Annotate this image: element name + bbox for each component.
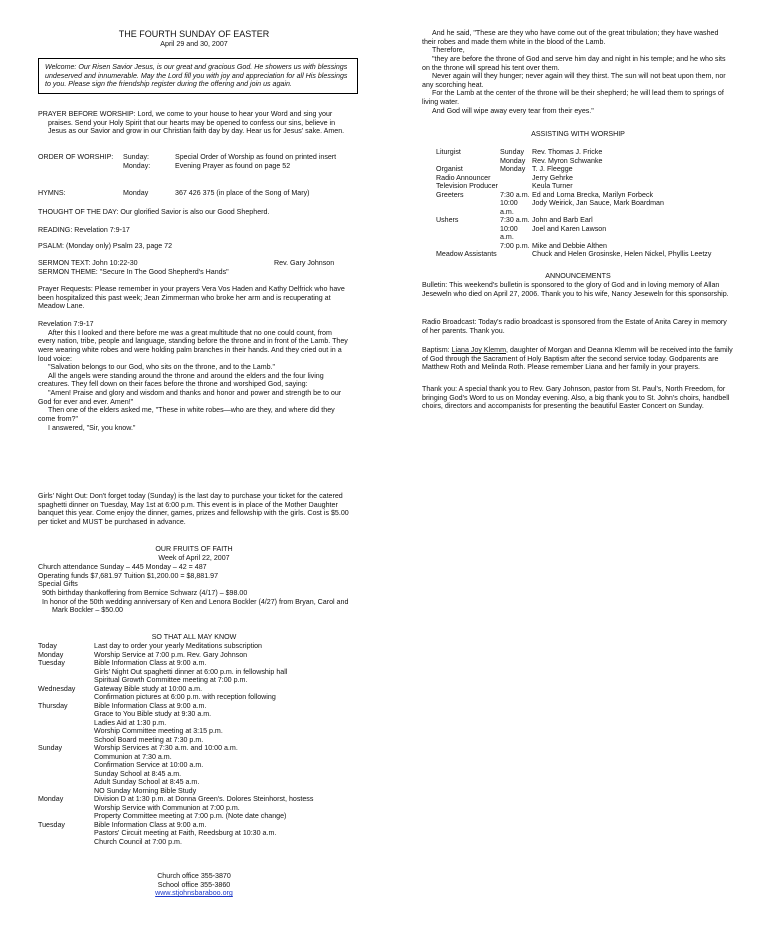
calendar-row bbox=[38, 778, 313, 787]
calendar-event: Confirmation pictures at 6:00 p.m. with reception following bbox=[94, 693, 276, 701]
scripture-line: Then one of the elders asked me, "These in white robes—who are they, and where did they come from?" bbox=[38, 406, 335, 424]
special-gift: In honor of the 50th wedding anniversary of Ken and Lenora Bockler (4/27) from Bryan, Carol and Mark Bockler – $50.00 bbox=[42, 597, 349, 615]
scripture-line: All the angels were standing around the throne and around the elders and the four living creatures. They fell down on their faces before the throne and worshiped God, saying: bbox=[38, 371, 324, 389]
assisting-row bbox=[436, 242, 711, 251]
calendar-day: Today bbox=[38, 642, 57, 650]
calendar-event: Gateway Bible study at 10:00 a.m. bbox=[94, 684, 203, 693]
assisting-time: 7:30 a.m. bbox=[500, 190, 530, 199]
calendar-event: Pastors' Circuit meeting at Faith, Reedsburg at 10:30 a.m. bbox=[94, 829, 277, 837]
calendar-event: Girls' Night Out spaghetti dinner at 6:00 p.m. in fellowship hall bbox=[94, 667, 288, 676]
calendar-event: Adult Sunday School at 8:45 a.m. bbox=[94, 778, 200, 786]
calendar-day bbox=[38, 736, 94, 745]
scripture-line: "they are before the throne of God and serve him day and night in his temple; and he who sits on the throne will spread his tent over them. bbox=[422, 54, 726, 72]
scripture-line: I answered, "Sir, you know." bbox=[48, 423, 136, 432]
calendar-row bbox=[38, 676, 313, 685]
fruits-title: OUR FRUITS OF FAITH bbox=[155, 545, 233, 553]
calendar-day bbox=[38, 727, 94, 736]
sermon-text: SERMON TEXT: John 10:22-30 bbox=[38, 259, 138, 267]
calendar-event: Worship Service at 7:00 p.m. Rev. Gary Johnson bbox=[94, 650, 248, 659]
baptism-label: Baptism: bbox=[422, 346, 452, 354]
scripture-line: And God will wipe away every tear from their eyes." bbox=[432, 106, 594, 115]
calendar-row bbox=[38, 668, 313, 677]
assisting-role: Greeters bbox=[436, 190, 464, 199]
calendar-row bbox=[38, 838, 313, 847]
calendar-day bbox=[38, 676, 94, 685]
calendar-event: Bible Information Class at 9:00 a.m. bbox=[94, 701, 207, 710]
scripture-ref: Revelation 7:9-17 bbox=[38, 320, 94, 328]
calendar-row bbox=[38, 787, 313, 796]
assisting-time: Sunday bbox=[500, 148, 525, 156]
hymns bbox=[38, 189, 350, 198]
scripture-line: And he said, "These are they who have come out of the great tribulation; they have washed their robes and made them white in the blood of the Lamb. bbox=[422, 29, 719, 46]
order-of-worship bbox=[38, 153, 350, 170]
sermon-theme: SERMON THEME: "Secure In The Good Shepherd's Hands" bbox=[38, 268, 229, 276]
girls-night-out: Girls' Night Out: Don't forget today (Sunday) is the last day to purchase your ticket for the catered spaghetti dinner on Tuesday, May 1st at 6:00 p.m. This event is in place of the Mother Daughter banquet this year. Come enjoy the dinner, games, prizes and fellowship with the girls. Cost is $5.00 per ticket and MUST be purchased in advance. bbox=[38, 492, 349, 526]
assisting-row bbox=[436, 191, 711, 200]
assisting-row bbox=[436, 199, 711, 216]
order-day: Monday: bbox=[123, 161, 151, 170]
baptism-text: , daughter of Morgan and Deanna Klemm will be received into the family of God through the Sacrament of Holy Baptism after the second service today. Godparents are Matthew Roth and Melinda Roth. Please remember Liana and her family in your prayers. bbox=[422, 346, 733, 372]
assisting-role: Television Producer bbox=[436, 182, 498, 190]
assisting-name: Joel and Karen Lawson bbox=[532, 224, 607, 233]
page-title: THE FOURTH SUNDAY OF EASTER bbox=[118, 29, 270, 39]
calendar-row bbox=[38, 659, 313, 668]
calendar-day bbox=[38, 668, 94, 677]
calendar-row bbox=[38, 795, 313, 804]
scripture-line: Therefore, bbox=[432, 46, 465, 55]
announcements-title: ANNOUNCEMENTS bbox=[545, 272, 611, 280]
calendar-day bbox=[38, 829, 94, 838]
assisting-time: 10:00 a.m. bbox=[500, 199, 518, 216]
calendar-day bbox=[38, 761, 94, 770]
calendar-row bbox=[38, 727, 313, 736]
calendar-row bbox=[38, 821, 313, 830]
assisting-role bbox=[436, 157, 500, 166]
assisting-name: Rev. Myron Schwanke bbox=[532, 156, 603, 165]
baptism-name: Liana Joy Klemm bbox=[451, 346, 506, 354]
calendar-day bbox=[38, 838, 94, 847]
assisting-row bbox=[436, 148, 711, 157]
calendar-event: Sunday School at 8:45 a.m. bbox=[94, 769, 182, 778]
hymns-label: HYMNS: bbox=[38, 189, 66, 197]
calendar-day bbox=[38, 719, 94, 728]
calendar-day: Monday bbox=[38, 795, 64, 803]
assisting-row bbox=[436, 174, 711, 183]
order-text: Evening Prayer as found on page 52 bbox=[175, 161, 291, 170]
assisting-name: Rev. Thomas J. Fricke bbox=[532, 148, 603, 156]
calendar-event: Church Council at 7:00 p.m. bbox=[94, 837, 182, 846]
order-text: Special Order of Worship as found on printed insert bbox=[175, 153, 337, 161]
assisting-name: Keula Turner bbox=[532, 182, 573, 190]
calendar-event: Bible Information Class at 9:00 a.m. bbox=[94, 820, 207, 829]
calendar-event: Grace to You Bible study at 9:30 a.m. bbox=[94, 710, 212, 718]
assisting-time: Monday bbox=[500, 156, 526, 165]
calendar-row bbox=[38, 702, 313, 711]
sermon-text-row bbox=[38, 259, 350, 268]
scripture-line: Never again will they hunger; never again will they thirst. The sun will not beat upon them, nor any scorching heat. bbox=[422, 72, 726, 89]
calendar-day bbox=[38, 804, 94, 813]
calendar-row bbox=[38, 770, 313, 779]
assisting-role: Meadow Assistants bbox=[436, 250, 497, 258]
calendar-row bbox=[38, 812, 313, 821]
assisting-role: Organist bbox=[436, 165, 463, 173]
calendar-event: Last day to order your yearly Meditations subscription bbox=[94, 642, 262, 650]
assisting-name: Mike and Debbie Althen bbox=[532, 241, 607, 250]
assisting-row bbox=[436, 216, 711, 225]
order-day: Sunday: bbox=[123, 153, 150, 161]
calendar-event: NO Sunday Morning Bible Study bbox=[94, 786, 197, 795]
assisting-name: Chuck and Helen Grosinske, Helen Nickel, Phyllis Leetzy bbox=[532, 250, 712, 258]
assisting-role bbox=[436, 225, 500, 242]
calendar-row bbox=[38, 804, 313, 813]
assisting-role: Liturgist bbox=[436, 148, 461, 156]
calendar-event: Spiritual Growth Committee meeting at 7:00 p.m. bbox=[94, 676, 248, 684]
calendar-day: Sunday bbox=[38, 744, 63, 752]
calendar-day: Monday bbox=[38, 650, 64, 659]
calendar-day bbox=[38, 812, 94, 821]
announcement-baptism bbox=[422, 346, 734, 372]
assisting-list bbox=[436, 148, 734, 259]
assisting-name: John and Barb Earl bbox=[532, 216, 593, 224]
calendar-day: Thursday bbox=[38, 701, 68, 710]
website-link[interactable]: www.stjohnsbaraboo.org bbox=[155, 889, 233, 898]
calendar-day: Tuesday bbox=[38, 659, 65, 667]
hymns-day: Monday bbox=[123, 189, 149, 197]
calendar-table bbox=[38, 642, 313, 846]
calendar-row bbox=[38, 744, 313, 753]
assisting-role: Ushers bbox=[436, 216, 459, 224]
assisting-row bbox=[436, 157, 711, 166]
calendar-event: Worship Services at 7:30 a.m. and 10:00 a.m. bbox=[94, 744, 238, 752]
church-office: Church office 355-3870 bbox=[157, 872, 231, 880]
scripture-line: "Amen! Praise and glory and wisdom and thanks and honor and power and strength be to our God for ever and ever. Amen!" bbox=[38, 389, 342, 406]
calendar bbox=[38, 642, 350, 846]
assisting-row bbox=[436, 165, 711, 174]
announcement-thank-you: Thank you: A special thank you to Rev. Gary Johnson, pastor from St. Paul's, North Freedom, for bringing God's Word to us on Monday evening. Also, a big thank you to St. John's choirs, handbell choirs, directors and accompanists for presenting the beautiful Easter Concert on Sunday. bbox=[422, 385, 730, 411]
calendar-row bbox=[38, 642, 313, 651]
assisting-time bbox=[500, 182, 532, 191]
sermon-pastor: Rev. Gary Johnson bbox=[274, 259, 335, 267]
calendar-event: Ladies Aid at 1:30 p.m. bbox=[94, 718, 167, 727]
assisting-row bbox=[436, 250, 711, 259]
footer-contacts bbox=[38, 872, 350, 898]
operating-funds: Operating funds $7,681.97 Tuition $1,200.00 = $8,881.97 bbox=[38, 571, 219, 580]
assisting-row bbox=[436, 182, 711, 191]
calendar-row bbox=[38, 829, 313, 838]
assisting-row bbox=[436, 225, 711, 242]
calendar-day bbox=[38, 787, 94, 796]
calendar-event: Property Committee meeting at 7:00 p.m. (Note date change) bbox=[94, 812, 287, 820]
special-gifts-label: Special Gifts bbox=[38, 580, 78, 589]
calendar-event: School Board meeting at 7:30 p.m. bbox=[94, 735, 204, 744]
scripture-line: For the Lamb at the center of the throne will be their shepherd; he will lead them to springs of living water. bbox=[422, 89, 724, 107]
scripture-reading bbox=[38, 320, 350, 432]
calendar-row bbox=[38, 736, 313, 745]
assisting-time: 10:00 a.m. bbox=[500, 224, 518, 241]
calendar-row bbox=[38, 693, 313, 702]
assisting-name: Jody Weirick, Jan Sauce, Mark Boardman bbox=[532, 199, 664, 207]
calendar-row bbox=[38, 685, 313, 694]
calendar-row bbox=[38, 710, 313, 719]
calendar-event: Confirmation Service at 10:00 a.m. bbox=[94, 761, 204, 769]
scripture-line: "Salvation belongs to our God, who sits on the throne, and to the Lamb." bbox=[48, 363, 276, 372]
assisting-role bbox=[436, 199, 500, 216]
welcome-box: Welcome: Our Risen Savior Jesus, is our great and gracious God. He showers us with blessings undeserved and innumerable. May the Lord fill you with joy and appreciation for all His blessings to you. Please sign the friendship register during the offering and join us again. bbox=[38, 58, 358, 94]
school-office: School office 355-3860 bbox=[157, 880, 231, 889]
assisting-name: T. J. Fleegge bbox=[532, 165, 573, 173]
assisting-table bbox=[436, 148, 711, 259]
service-dates: April 29 and 30, 2007 bbox=[160, 40, 228, 48]
calendar-row bbox=[38, 761, 313, 770]
assisting-time bbox=[500, 174, 532, 183]
calendar-day bbox=[38, 693, 94, 702]
scripture-continued bbox=[422, 29, 734, 115]
calendar-day: Tuesday bbox=[38, 820, 65, 829]
assisting-name: Jerry Gehrke bbox=[532, 173, 573, 182]
calendar-day bbox=[38, 770, 94, 779]
calendar-day: Wednesday bbox=[38, 684, 76, 693]
assisting-role: Radio Announcer bbox=[436, 173, 491, 182]
assisting-time: Monday bbox=[500, 165, 526, 173]
fruits-week: Week of April 22, 2007 bbox=[158, 554, 230, 562]
church-attendance: Church attendance Sunday – 445 Monday – 42 = 487 bbox=[38, 563, 207, 571]
order-label: ORDER OF WORSHIP: bbox=[38, 153, 114, 161]
special-gift: 90th birthday thankoffering from Bernice Schwarz (4/17) – $98.00 bbox=[42, 588, 248, 597]
assisting-name: Ed and Lorna Brecka, Marilyn Forbeck bbox=[532, 190, 654, 199]
calendar-event: Worship Committee meeting at 3:15 p.m. bbox=[94, 727, 223, 735]
calendar-event: Communion at 7:30 a.m. bbox=[94, 752, 172, 761]
calendar-day bbox=[38, 778, 94, 787]
assisting-time bbox=[500, 250, 532, 259]
calendar-title: SO THAT ALL MAY KNOW bbox=[151, 633, 237, 641]
calendar-row bbox=[38, 719, 313, 728]
scripture-line: After this I looked and there before me was a great multitude that no one could count, from every nation, tribe, people and language, standing before the throne and in front of the Lamb. They were wearing white robes and were holding palm branches in their hands. And they cried out in a loud voice: bbox=[38, 328, 348, 363]
calendar-row bbox=[38, 651, 313, 660]
fruits-details bbox=[38, 563, 350, 615]
assisting-title: ASSISTING WITH WORSHIP bbox=[531, 130, 625, 138]
announcement-radio: Radio Broadcast: Today's radio broadcast is sponsored from the Estate of Anita Carey in memory of her parents. Thank you. bbox=[422, 318, 727, 335]
calendar-event: Division D at 1:30 p.m. at Donna Green's. Dolores Steinhorst, hostess bbox=[94, 795, 314, 803]
psalm: PSALM: (Monday only) Psalm 23, page 72 bbox=[38, 242, 173, 250]
assisting-time: 7:30 a.m. bbox=[500, 216, 530, 224]
calendar-day bbox=[38, 753, 94, 762]
reading: READING: Revelation 7:9-17 bbox=[38, 226, 130, 234]
prayer-before-worship: PRAYER BEFORE WORSHIP: Lord, we come to your house to hear your Word and sing your praises. Send your Holy Spirit that our hearts may be opened to confess our sins, believe in Jesus as our Savior and grow in our Christian faith day by day. Hear us for Jesus' sake. Amen. bbox=[38, 110, 345, 136]
calendar-day bbox=[38, 710, 94, 719]
calendar-row bbox=[38, 753, 313, 762]
assisting-time: 7:00 p.m. bbox=[500, 241, 530, 250]
calendar-event: Worship Service with Communion at 7:00 p.m. bbox=[94, 803, 240, 812]
announcement-bulletin: Bulletin: This weekend's bulletin is sponsored to the glory of God and in loving memory of Allan Jeseweln who died on April 27, 2006. Thank you to his wife, Nancy Jeseweln for this sponsorship. bbox=[422, 281, 729, 298]
prayer-requests: Prayer Requests: Please remember in your prayers Vera Vos Haden and Kathy Delfrick who have been hospitalized this past week; Jean Zimmerman who broke her arm and is recuperating at Meadow Lane. bbox=[38, 285, 345, 311]
calendar-event: Bible Information Class at 9:00 a.m. bbox=[94, 659, 207, 667]
assisting-role bbox=[436, 242, 500, 251]
thought-of-the-day: THOUGHT OF THE DAY: Our glorified Savior is also our Good Shepherd. bbox=[38, 208, 270, 216]
hymns-numbers: 367 426 375 (in place of the Song of Mary) bbox=[175, 189, 310, 197]
